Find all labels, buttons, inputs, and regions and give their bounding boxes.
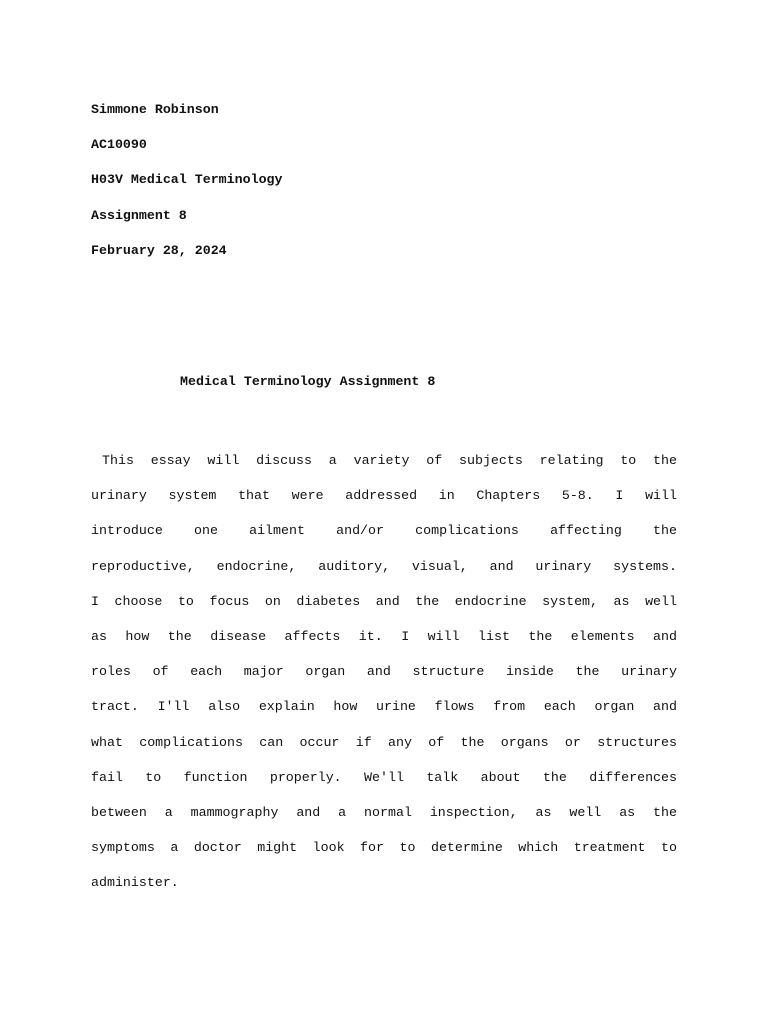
paragraph-line: reproductive, endocrine, auditory, visual, and urinary systems.: [91, 558, 677, 574]
paragraph-line: I choose to focus on diabetes and the endocrine system, as well: [91, 593, 677, 609]
date: February 28, 2024: [91, 242, 227, 258]
paragraph-line: between a mammography and a normal inspection, as well as the: [91, 804, 677, 820]
paragraph-line: urinary system that were addressed in Chapters 5-8. I will: [91, 488, 677, 504]
paragraph-line: tract. I'll also explain how urine flows from each organ and: [91, 699, 677, 715]
assignment-label: Assignment 8: [91, 207, 187, 223]
paragraph-line: roles of each major organ and structure inside the urinary: [91, 664, 677, 680]
author-name: Simmone Robinson: [91, 102, 219, 117]
paragraph-line: introduce one ailment and/or complications affecting the: [91, 523, 677, 539]
student-id: AC10090: [91, 137, 147, 153]
paragraph-line: as how the disease affects it. I will list the elements and: [91, 628, 677, 644]
paragraph-line: administer.: [91, 875, 179, 891]
course-name: H03V Medical Terminology: [91, 172, 283, 188]
paragraph-line: what complications can occur if any of the organs or structures: [91, 734, 677, 750]
paragraph-line: fail to function properly. We'll talk about the differences: [91, 769, 677, 785]
header-block: [91, 92, 691, 268]
paragraph-line: symptoms a doctor might look for to determine which treatment to: [91, 840, 677, 856]
paragraph-line: This essay will discuss a variety of subjects relating to the: [102, 453, 677, 468]
essay-paragraph: [91, 443, 677, 900]
document-title: Medical Terminology Assignment 8: [180, 374, 436, 389]
